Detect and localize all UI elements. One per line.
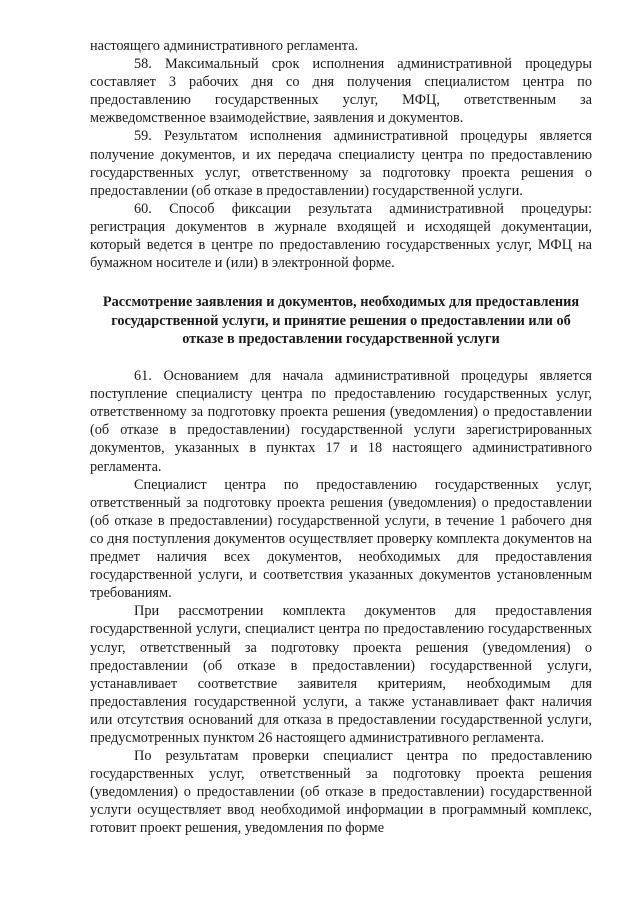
paragraph-continuation: настоящего административного регламента. — [90, 38, 359, 54]
document-page — [90, 37, 592, 838]
paragraph-check-results: По результатам проверки специалист центра по предоставлению государственных услуг, ответственный за подготовку проекта решения (уведомления) о предоставлении (об отказе в предоставлении) государственной услуги осуществляет ввод необходимой информации в программный комплекс, готовит проект решения, уведомления по форме — [90, 748, 592, 837]
paragraph-61: 61. Основанием для начала административной процедуры является поступление специалисту центра по предоставлению государственных услуг, ответственному за подготовку проекта решения (уведомления) о предоставлении (об отказе в предоставлении) государственной услуги зарегистрированных документов, указанных в пунктах 17 и 18 настоящего административного регламента. — [90, 368, 592, 475]
section-heading: Рассмотрение заявления и документов, необходимых для предоставления государственной услуги, и принятие решения о предоставлении или об отказе в предоставлении государственной услуги — [102, 294, 580, 347]
paragraph-specialist-check: Специалист центра по предоставлению государственных услуг, ответственный за подготовку проекта решения (уведомления) о предоставлении (об отказе в предоставлении) государственной услуги, в течение 1 рабочего дня со дня поступления документов осуществляет проверку комплекта документов на предмет наличия всех документов, необходимых для предоставления государственной услуги, и соответствия указанных документов установленным требованиям. — [90, 476, 592, 602]
paragraph-review-criteria: При рассмотрении комплекта документов для предоставления государственной услуги, специалист центра по предоставлению государственных услуг, ответственный за подготовку проекта решения (уведомления) о предоставлении (об отказе в предоставлении) государственной услуги, устанавливает соответствие заявителя критериям, необходимым для предоставления государственной услуги, а также устанавливает факт наличия или отсутствия оснований для отказа в предоставлении государственной услуги, предусмотренных пунктом 26 настоящего административного регламента. — [90, 603, 592, 746]
paragraph-59: 59. Результатом исполнения административной процедуры является получение документов, и их передача специалисту центра по предоставлению государственных услуг, ответственному за подготовку проекта решения о предоставлении (об отказе в предоставлении) государственной услуги. — [90, 128, 592, 199]
paragraph-60: 60. Способ фиксации результата административной процедуры: регистрация документов в журнале входящей и исходящей документации, который ведется в центре по предоставлению государственных услуг, МФЦ на бумажном носителе и (или) в электронной форме. — [90, 200, 592, 272]
paragraph-58: 58. Максимальный срок исполнения административной процедуры составляет 3 рабочих дня со дня получения специалистом центра по предоставлению государственных услуг, МФЦ, ответственным за межведомственное взаимодействие, заявления и документов. — [90, 56, 592, 127]
